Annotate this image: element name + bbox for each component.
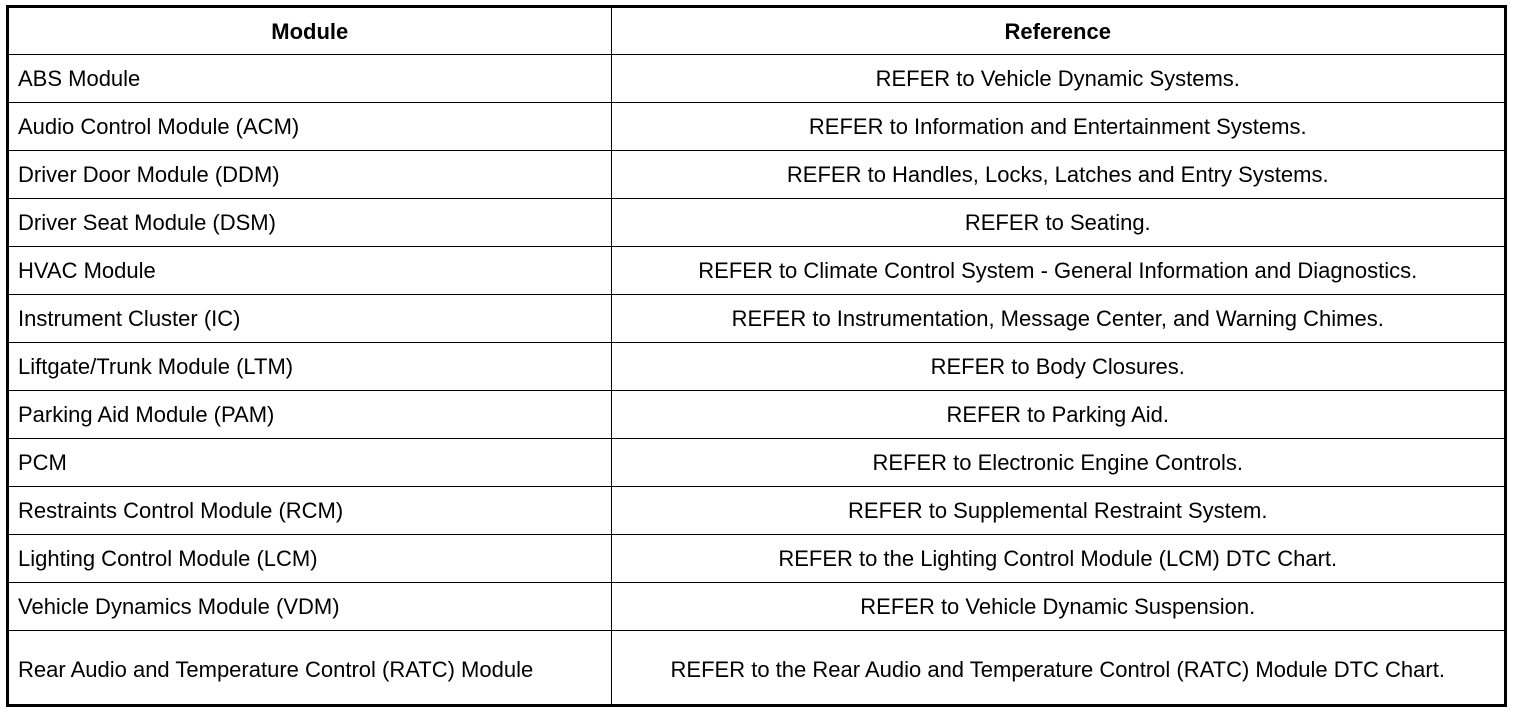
table-row <box>9 391 1504 439</box>
reference-cell: REFER to Electronic Engine Controls. <box>611 439 1504 487</box>
table-row <box>9 199 1504 247</box>
reference-cell: REFER to Instrumentation, Message Center, and Warning Chimes. <box>611 295 1504 343</box>
module-cell: Lighting Control Module (LCM) <box>9 535 611 583</box>
module-reference-table-container <box>6 5 1507 707</box>
table-row <box>9 583 1504 631</box>
module-cell: HVAC Module <box>9 247 611 295</box>
reference-cell: REFER to Vehicle Dynamic Suspension. <box>611 583 1504 631</box>
module-cell: Driver Seat Module (DSM) <box>9 199 611 247</box>
module-cell: Restraints Control Module (RCM) <box>9 487 611 535</box>
reference-cell: REFER to Parking Aid. <box>611 391 1504 439</box>
reference-cell: REFER to Body Closures. <box>611 343 1504 391</box>
table-header-row <box>9 8 1504 55</box>
reference-cell: REFER to Supplemental Restraint System. <box>611 487 1504 535</box>
module-cell: ABS Module <box>9 55 611 103</box>
module-cell: Parking Aid Module (PAM) <box>9 391 611 439</box>
module-cell: Audio Control Module (ACM) <box>9 103 611 151</box>
table-row <box>9 55 1504 103</box>
reference-cell: REFER to Vehicle Dynamic Systems. <box>611 55 1504 103</box>
reference-cell: REFER to the Lighting Control Module (LCM) DTC Chart. <box>611 535 1504 583</box>
table-row <box>9 487 1504 535</box>
module-cell: PCM <box>9 439 611 487</box>
module-cell: Instrument Cluster (IC) <box>9 295 611 343</box>
table-row <box>9 151 1504 199</box>
reference-cell: REFER to Information and Entertainment Systems. <box>611 103 1504 151</box>
reference-cell: REFER to Climate Control System - General Information and Diagnostics. <box>611 247 1504 295</box>
module-reference-table <box>9 8 1504 707</box>
module-cell: Driver Door Module (DDM) <box>9 151 611 199</box>
table-row <box>9 295 1504 343</box>
table-row <box>9 343 1504 391</box>
reference-cell: REFER to Handles, Locks, Latches and Entry Systems. <box>611 151 1504 199</box>
module-column-header: Module <box>9 8 611 55</box>
reference-column-header: Reference <box>611 8 1504 55</box>
table-row <box>9 631 1504 708</box>
table-row <box>9 535 1504 583</box>
table-row <box>9 247 1504 295</box>
module-cell: Vehicle Dynamics Module (VDM) <box>9 583 611 631</box>
module-cell: Rear Audio and Temperature Control (RATC) Module <box>9 631 611 708</box>
reference-cell: REFER to Seating. <box>611 199 1504 247</box>
reference-cell: REFER to the Rear Audio and Temperature Control (RATC) Module DTC Chart. <box>611 631 1504 708</box>
table-row <box>9 439 1504 487</box>
table-row <box>9 103 1504 151</box>
module-cell: Liftgate/Trunk Module (LTM) <box>9 343 611 391</box>
